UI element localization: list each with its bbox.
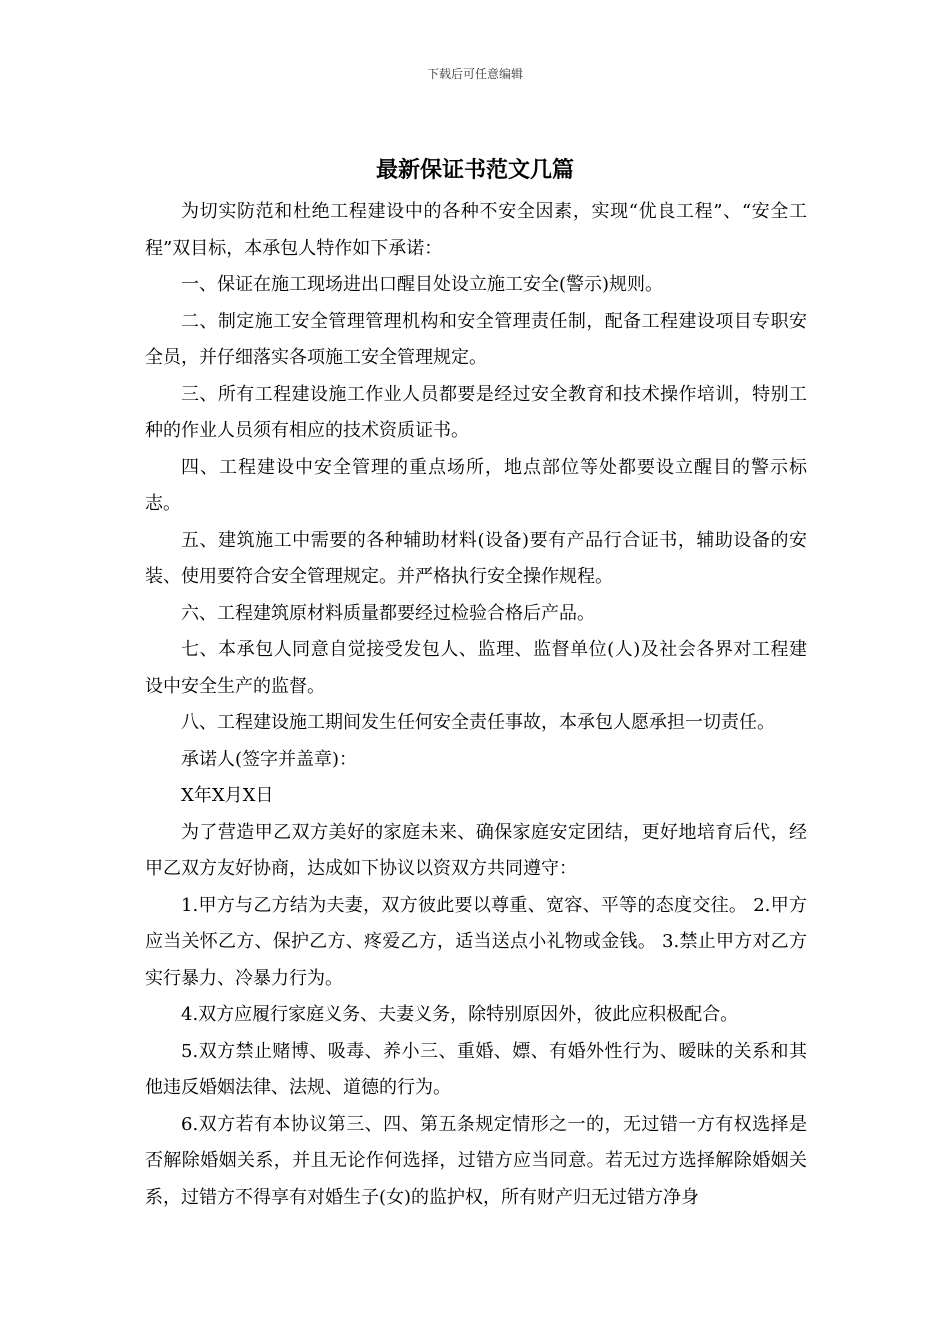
paragraph: 二、制定施工安全管理管理机构和安全管理责任制，配备工程建设项目专职安全员，并仔细落实各项施工安全管理规定。 [145,310,807,368]
paragraph: 一、保证在施工现场进出口醒目处设立施工安全(警示)规则。 [181,274,664,295]
paragraph: 八、工程建设施工期间发生任何安全责任事故，本承包人愿承担一切责任。 [181,712,775,733]
date-line: X年X月X日 [181,785,274,806]
document-title: 最新保证书范文几篇 [375,157,574,183]
paragraph: 六、工程建筑原材料质量都要经过检验合格后产品。 [181,602,595,624]
paragraph: 三、所有工程建设施工作业人员都要是经过安全教育和技术操作培训，特别工种的作业人员须有相应的技术资质证书。 [145,383,807,441]
signature-line: 承诺人(签字并盖章)： [181,748,358,770]
paragraph: 五、建筑施工中需要的各种辅助材料(设备)要有产品行合证书，辅助设备的安装、使用要符合安全管理规定。并严格执行安全操作规程。 [145,529,807,587]
header-note: 下载后可任意编辑 [426,67,523,81]
paragraph: 为了营造甲乙双方美好的家庭未来、确保家庭安定团结，更好地培育后代，经甲乙双方友好协商，达成如下协议以资双方共同遵守： [145,821,807,879]
paragraph: 1.甲方与乙方结为夫妻，双方彼此要以尊重、宽容、平等的态度交往。 2.甲方应当关怀乙方、保护乙方、疼爱乙方，适当送点小礼物或金钱。 3.禁止甲方对乙方实行暴力、冷暴力行为。 [145,894,807,989]
paragraph: 6.双方若有本协议第三、四、第五条规定情形之一的，无过错一方有权选择是否解除婚姻关系，并且无论作何选择，过错方应当同意。若无过方选择解除婚姻关系，过错方不得享有对婚生子(女)的监护权，所有财产归无过错方净身 [145,1113,807,1208]
document-body [145,194,807,1216]
paragraph: 4.双方应履行家庭义务、夫妻义务，除特别原因外，彼此应积极配合。 [181,1004,739,1025]
paragraph: 为切实防范和杜绝工程建设中的各种不安全因素，实现“优良工程”、“安全工程”双目标，本承包人特作如下承诺： [145,201,807,259]
paragraph: 四、工程建设中安全管理的重点场所，地点部位等处都要设立醒目的警示标志。 [145,456,807,514]
paragraph: 5.双方禁止赌博、吸毒、养小三、重婚、嫖、有婚外性行为、暧昧的关系和其他违反婚姻法律、法规、道德的行为。 [145,1040,807,1098]
paragraph: 七、本承包人同意自觉接受发包人、监理、监督单位(人)及社会各界对工程建设中安全生产的监督。 [145,639,807,697]
